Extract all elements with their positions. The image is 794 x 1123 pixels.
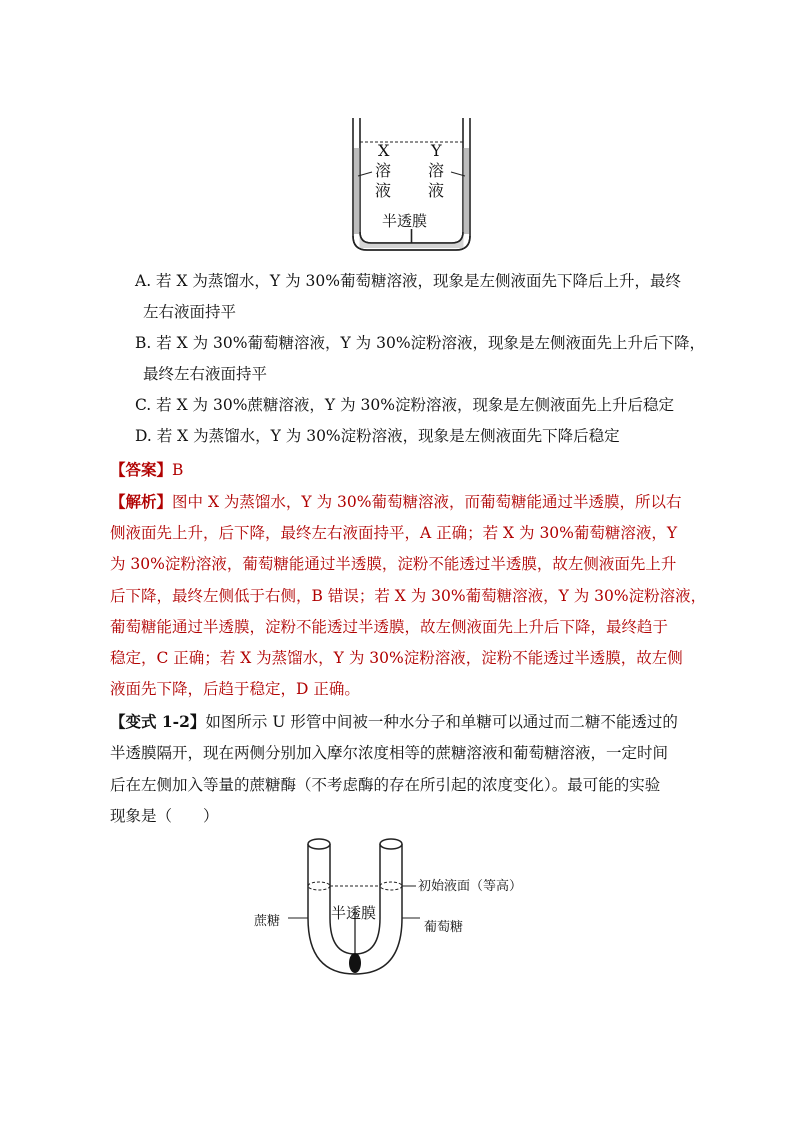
question-line: 如图所示 U 形管中间被一种水分子和单糖可以通过而二糖不能透过的 — [205, 713, 678, 731]
y-label: Y — [431, 141, 442, 160]
glucose-label: 葡萄糖 — [424, 920, 464, 935]
membrane-label: 半透膜 — [331, 904, 377, 922]
u-tube-diagram-2 — [250, 830, 550, 980]
question-line: 半透膜隔开，现在两侧分别加入摩尔浓度相等的蔗糖溶液和葡萄糖溶液，一定时间 — [110, 744, 669, 763]
option-a-line-2: 左右液面持平 — [143, 303, 237, 321]
question-block — [110, 706, 700, 832]
membrane-label: 半透膜 — [382, 212, 428, 230]
option-d-line-1: D. 若 X 为蒸馏水，Y 为 30%淀粉溶液，现象是左侧液面先下降后稳定 — [135, 427, 620, 445]
question-line: 现象是（ ） — [110, 806, 219, 825]
x-solution-char-2: 液 — [375, 181, 392, 200]
analysis-tag: 【解析】 — [110, 492, 173, 511]
analysis-block — [110, 486, 707, 705]
analysis-line: 侧液面先上升，后下降，最终左右液面持平，A 正确；若 X 为 30%葡萄糖溶液，Y — [110, 524, 678, 543]
option-b-line-1: B. 若 X 为 30%葡萄糖溶液，Y 为 30%淀粉溶液，现象是左侧液面先上升后下降， — [135, 334, 706, 352]
u-tube-figure-1 — [350, 118, 474, 254]
option-b-line-2: 最终左右液面持平 — [143, 365, 268, 383]
analysis-line: 液面先下降，后趋于稳定，D 正确。 — [110, 680, 360, 699]
u-tube-diagram-1 — [350, 118, 474, 254]
x-label: X — [378, 141, 390, 160]
question-tag: 【变式 1-2】 — [110, 712, 206, 731]
option-a-line-1: A. 若 X 为蒸馏水，Y 为 30%葡萄糖溶液，现象是左侧液面先下降后上升，最终 — [135, 272, 681, 290]
u-tube-figure-2 — [250, 830, 550, 980]
analysis-line: 稳定，C 正确；若 X 为蒸馏水，Y 为 30%淀粉溶液，淀粉不能透过半透膜，故左侧 — [110, 649, 683, 668]
y-solution-char-1: 溶 — [428, 161, 445, 180]
answer-tag: 【答案】 — [110, 460, 173, 479]
sucrose-label: 蔗糖 — [254, 914, 281, 929]
y-solution-char-2: 液 — [428, 181, 445, 200]
analysis-line: 葡萄糖能通过半透膜，淀粉不能透过半透膜，故左侧液面先上升后下降，最终趋于 — [110, 617, 669, 636]
answer-options — [135, 266, 735, 452]
analysis-line: 图中 X 为蒸馏水，Y 为 30%葡萄糖溶液，而葡萄糖能通过半透膜，所以右 — [172, 493, 682, 511]
answer-value: B — [172, 461, 184, 479]
analysis-line: 为 30%淀粉溶液，葡萄糖能通过半透膜，淀粉不能透过半透膜，故左侧液面先上升 — [110, 555, 677, 574]
option-c-line-1: C. 若 X 为 30%蔗糖溶液，Y 为 30%淀粉溶液，现象是左侧液面先上升后稳定 — [135, 396, 674, 414]
x-solution-char-1: 溶 — [375, 161, 392, 180]
question-line: 后在左侧加入等量的蔗糖酶（不考虑酶的存在所引起的浓度变化）。最可能的实验 — [110, 775, 661, 794]
initial-level-label: 初始液面（等高） — [418, 879, 523, 894]
answer-block — [110, 454, 183, 486]
analysis-line: 后下降，最终左侧低于右侧，B 错误；若 X 为 30%葡萄糖溶液，Y 为 30%淀粉溶液， — [110, 586, 707, 605]
